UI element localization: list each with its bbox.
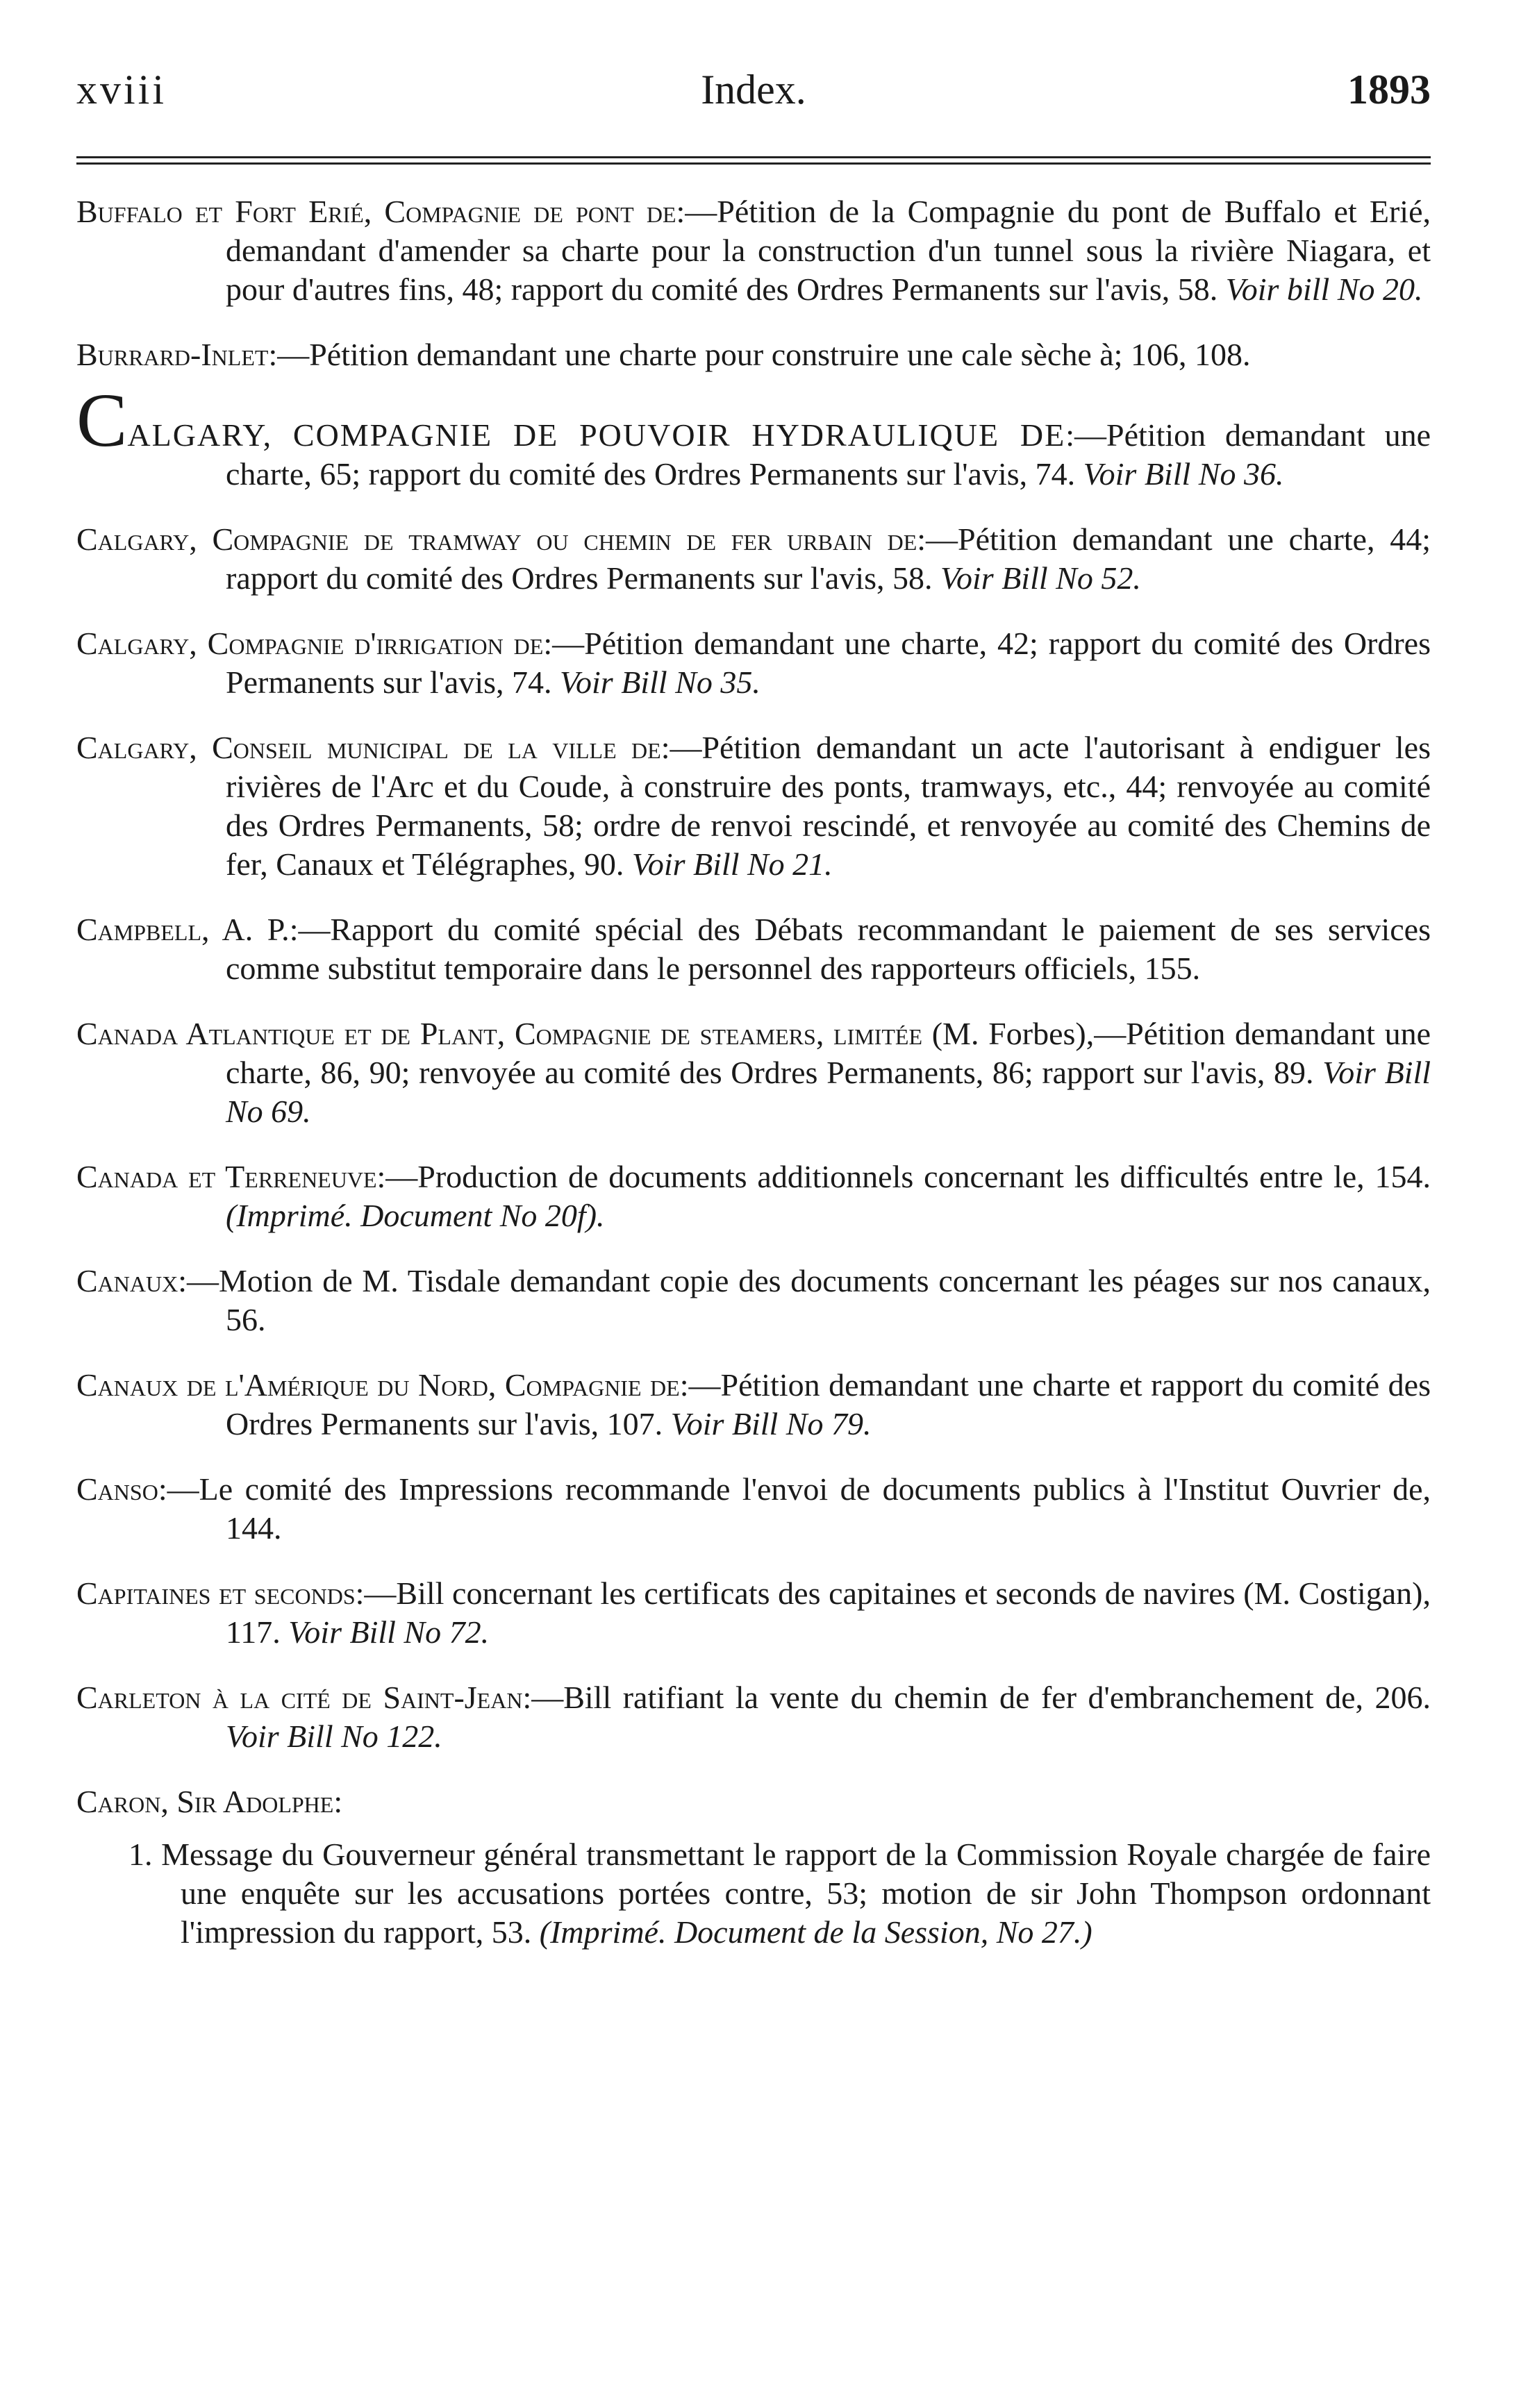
entry-reference: Voir Bill No 52. [940, 560, 1141, 596]
entry-reference: Voir Bill No 79. [670, 1406, 872, 1441]
entry-body: :—Production de documents additionnels concernant les difficultés entre le, 154. [376, 1159, 1431, 1194]
entry-body: :—Pétition demandant une charte et rapport du comité des Ordres Permanents sur l'avis, 107. [226, 1367, 1431, 1441]
entry-head: Calgary, Conseil municipal de la ville de [76, 730, 661, 765]
page-number: xviii [76, 67, 167, 112]
entry-head: Campbell, A. P. [76, 912, 290, 947]
entry-head: Calgary, Compagnie d'irrigation de [76, 626, 544, 661]
entry-body: :—Motion de M. Tisdale demandant copie des documents concernant les péages sur nos canaux, 56. [178, 1263, 1431, 1337]
index-entry [76, 910, 1431, 988]
entry-reference: Voir bill No 20. [1225, 271, 1423, 307]
entry-body: :—Bill ratifiant la vente du chemin de fer d'embranchement de, 206. [522, 1680, 1431, 1715]
subentry-reference: (Imprimé. Document de la Session, No 27.) [539, 1914, 1092, 1950]
entry-reference: (Imprimé. Document No 20f). [226, 1198, 605, 1233]
index-entry [76, 1782, 1431, 1821]
index-entry [76, 1470, 1431, 1548]
entry-head: ALGARY, COMPAGNIE DE POUVOIR HYDRAULIQUE DE [127, 417, 1066, 453]
entry-head: Burrard-Inlet [76, 337, 269, 372]
entry-reference: Voir Bill No 35. [560, 664, 760, 700]
index-subentry [76, 1835, 1431, 1952]
header-double-rule [76, 156, 1431, 165]
entry-head: Canada Atlantique et de Plant, Compagnie de steamers, limitée [76, 1016, 922, 1051]
entry-reference: Voir Bill No 21. [631, 846, 833, 882]
entry-body: :—Pétition de la Compagnie du pont de Buffalo et Erié, demandant d'amender sa charte pour la construction d'un tunnel sous la rivière Niagara, et pour d'autres fins, 48; rapport du comité des Ordres Permanents sur l'avis, 58. [226, 194, 1431, 307]
entry-head: Canaux de l'Amérique du Nord, Compagnie de [76, 1367, 680, 1403]
index-entry [76, 1678, 1431, 1756]
index-entry [76, 1366, 1431, 1444]
index-entry [76, 192, 1431, 309]
index-entry [76, 378, 1431, 494]
entry-body: (M. Forbes),—Pétition demandant une charte, 86, 90; renvoyée au comité des Ordres Permanents, 86; rapport sur l'avis, 89. [226, 1016, 1431, 1090]
entry-body: : [333, 1784, 343, 1819]
entry-body: :—Bill concernant les certificats des capitaines et seconds de navires (M. Costigan), 117. [226, 1575, 1431, 1650]
index-entry [76, 624, 1431, 702]
entry-body: :—Pétition demandant un acte l'autorisant à endiguer les rivières de l'Arc et du Coude, à construire des ponts, tramways, etc., 44; renvoyée au comité des Ordres Permanents, 58; ordre de renvoi rescindé, et renvoyée au comité des Chemins de fer, Canaux et Télégraphes, 90. [226, 730, 1431, 882]
entry-reference: Voir Bill No 36. [1083, 456, 1284, 492]
index-entry [76, 520, 1431, 598]
index-entry [76, 728, 1431, 884]
subentry-number: 1. [128, 1837, 153, 1872]
entry-head: Canaux [76, 1263, 178, 1298]
index-entry [76, 1262, 1431, 1339]
entry-head: Caron, Sir Adolphe [76, 1784, 334, 1819]
index-entry [76, 1574, 1431, 1652]
index-entry [76, 1014, 1431, 1131]
entry-head: Buffalo et Fort Erié, Compagnie de pont de [76, 194, 676, 229]
entry-body: :—Pétition demandant une charte pour construire une cale sèche à; 106, 108. [268, 337, 1251, 372]
entry-body: :—Rapport du comité spécial des Débats recommandant le paiement de ses services comme substitut temporaire dans le personnel des rapporteurs officiels, 155. [226, 912, 1431, 986]
entry-head: Carleton à la cité de Saint-Jean [76, 1680, 523, 1715]
entry-head: Capitaines et seconds [76, 1575, 356, 1611]
entry-body: :—Pétition demandant une charte, 65; rapport du comité des Ordres Permanents sur l'avis, 74. [226, 417, 1431, 492]
entry-body: :—Pétition demandant une charte, 44; rapport du comité des Ordres Permanents sur l'avis, 58. [226, 521, 1431, 596]
entry-reference: Voir Bill No 69. [226, 1055, 1431, 1129]
page-title: Index. [701, 67, 806, 112]
entry-head: Canso [76, 1471, 158, 1507]
index-entry [76, 335, 1431, 374]
section-initial: C [76, 378, 128, 462]
entry-head: Canada et Terreneuve [76, 1159, 377, 1194]
index-entry [76, 1157, 1431, 1235]
entry-body: :—Pétition demandant une charte, 42; rapport du comité des Ordres Permanents sur l'avis, 74. [226, 626, 1431, 700]
page-header [76, 66, 1431, 128]
entry-head: Calgary, Compagnie de tramway ou chemin de fer urbain de [76, 521, 917, 557]
year-label: 1893 [1347, 67, 1431, 112]
entry-reference: Voir Bill No 72. [288, 1614, 490, 1650]
entry-reference: Voir Bill No 122. [226, 1719, 442, 1754]
entry-body: :—Le comité des Impressions recommande l'envoi de documents publics à l'Institut Ouvrier de, 144. [158, 1471, 1431, 1546]
subentry-body: Message du Gouverneur général transmettant le rapport de la Commission Royale chargée de faire une enquête sur les accusations portées contre, 53; motion de sir John Thompson ordonnant l'impression du rapport, 53. [161, 1837, 1431, 1950]
